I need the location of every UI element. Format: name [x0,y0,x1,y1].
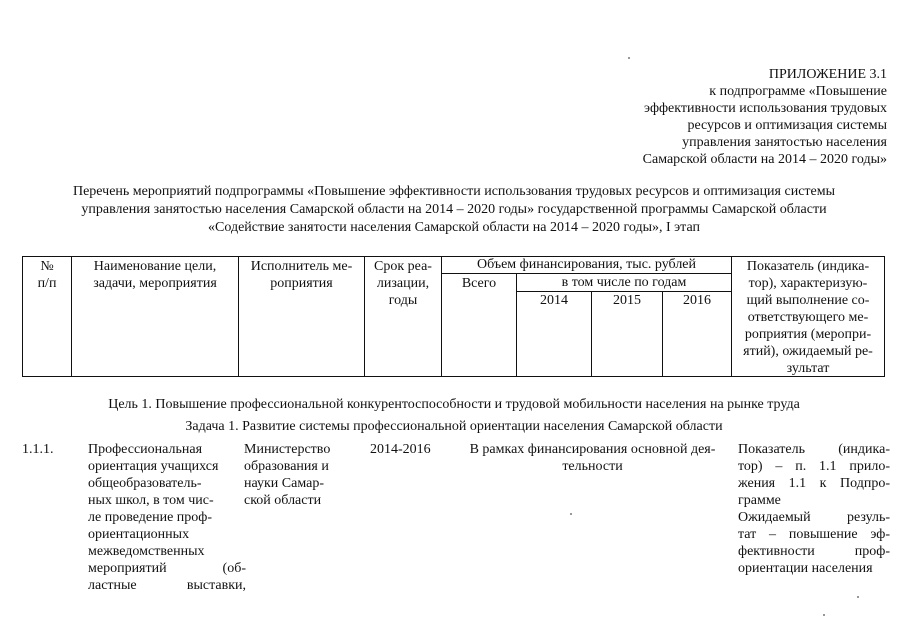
appendix-line: управления занятостью населения [682,135,887,150]
row-number: 1.1.1. [22,442,54,457]
task-heading: Задача 1. Развитие системы профессиональной ориентации населения Самарской области [185,419,723,434]
appendix-line: к подпрограмме «Повышение [709,84,887,99]
header-period: Срок реа- лизации, годы [374,259,432,308]
row-period: 2014-2016 [370,442,431,457]
document-title-line: управления занятостью населения Самарской области на 2014 – 2020 годы» государственной программы Самарской области [81,202,827,217]
appendix-line: ресурсов и оптимизация системы [687,118,887,133]
header-funding: Объем финансирования, тыс. рублей [476,257,697,272]
appendix-line: эффективности использования трудовых [644,101,887,116]
header-year-2014: 2014 [540,293,568,308]
goal-heading: Цель 1. Повышение профессиональной конкурентоспособности и трудовой мобильности населения на рынке труда [108,397,800,412]
header-year-2015: 2015 [613,293,641,308]
appendix-block [587,66,887,168]
scan-speck [628,57,630,59]
scan-speck [823,614,825,616]
scan-speck [570,513,572,515]
document-title [22,183,886,237]
header-year-2016: 2016 [683,293,711,308]
header-number: № п/п [37,259,57,291]
document-title-line: Перечень мероприятий подпрограммы «Повышение эффективности использования трудовых ресурсов и оптимизация системы [72,184,836,199]
row-executor: Министерство образования и науки Самар- ской области [244,442,331,508]
table-border-right [884,256,885,377]
header-executor: Исполнитель ме- роприятия [250,259,353,291]
row-funding: В рамках финансирования основной дея- тельности [469,442,716,474]
appendix-line: Самарской области на 2014 – 2020 годы» [642,152,887,167]
scan-speck [857,596,859,598]
appendix-title: ПРИЛОЖЕНИЕ 3.1 [768,67,887,82]
row-name: Профессиональная ориентация учащихся общеобразователь- ных школ, в том чис- ле проведение проф- ориентационных межведомственных мероприятий (об- ластные выставки, [88,442,246,593]
header-by-years: в том числе по годам [561,275,687,290]
header-indicator: Показатель (индика- тор), характеризую- щий выполнение со- ответствующего ме- роприятия (меропри- ятий), ожидаемый ре- зультат [743,259,873,376]
row-indicator: Показатель (индика- тор) – п. 1.1 прило- жения 1.1 к Подпро- грамме Ожидаемый резуль- тат – повышение эф- фективности проф- ориентации населения [738,442,890,576]
header-total: Всего [461,276,497,291]
header-name: Наименование цели, задачи, мероприятия [93,259,217,291]
document-title-line: «Содействие занятости населения Самарской области на 2014 – 2020 годы», I этап [208,220,700,235]
table-header [22,256,885,377]
